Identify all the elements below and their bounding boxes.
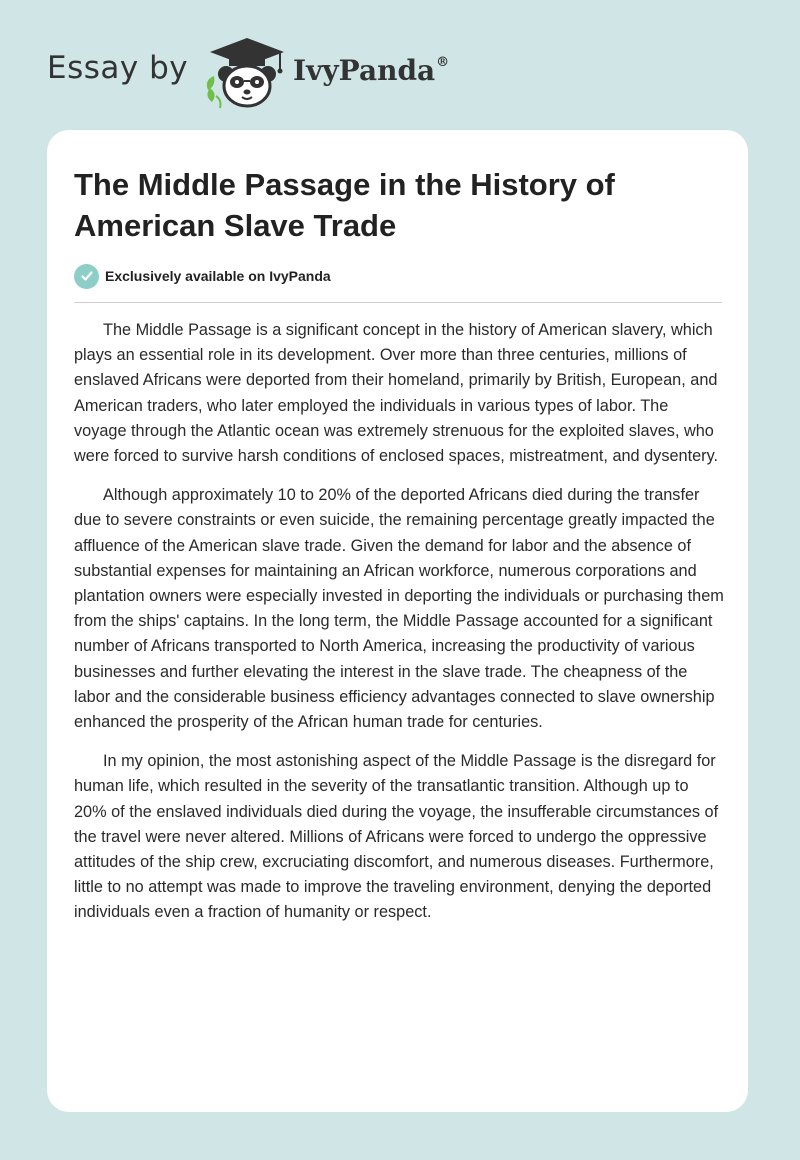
exclusive-badge-text: Exclusively available on IvyPanda xyxy=(105,268,331,284)
exclusive-badge xyxy=(74,263,331,289)
site-header xyxy=(47,30,547,110)
brand-label: IvyPanda xyxy=(293,54,436,87)
panda-graduate-icon xyxy=(202,36,292,110)
paragraph: Although approximately 10 to 20% of the deported Africans died during the transfer due to severe constraints or even suicide, the remaining percentage greatly impacted the affluence of the American slave trade. Given the demand for labor and the absence of substantial expenses for maintaining an African workforce, numerous corporations and plantation owners were especially invested in deporting the individuals or purchasing them from the ships' captains. In the long term, the Middle Passage accounted for a significant number of Africans transported to North America, increasing the productivity of various businesses and further elevating the interest in the slave trade. The cheapness of the labor and the considerable business efficiency advantages connected to slave ownership enhanced the prosperity of the African human trade for centuries. xyxy=(74,486,724,732)
title-divider xyxy=(74,302,722,303)
page-title: The Middle Passage in the History of American Slave Trade xyxy=(74,167,615,243)
brand-name xyxy=(293,54,449,87)
essay-card xyxy=(47,130,748,1112)
registered-mark: ® xyxy=(436,54,450,70)
paragraph: The Middle Passage is a significant concept in the history of American slavery, which plays an essential role in its development. Over more than three centuries, millions of enslaved Africans were deported from their homeland, primarily by British, European, and American traders, who later employed the individuals in various types of labor. The voyage through the Atlantic ocean was extremely strenuous for the exploited slaves, who were forced to survive harsh conditions of enclosed spaces, mistreatment, and dysentery. xyxy=(74,321,719,466)
essay-by-label: Essay by xyxy=(47,50,189,86)
essay-body xyxy=(74,318,724,940)
paragraph: In my opinion, the most astonishing aspect of the Middle Passage is the disregard for human life, which resulted in the severity of the transatlantic transition. Although up to 20% of the enslaved individuals died during the voyage, the insufferable circumstances of the travel were never altered. Millions of Africans were forced to undergo the oppressive attitudes of the ship crew, excruciating discomfort, and numerous diseases. Furthermore, little to no attempt was made to improve the traveling environment, denying the deported individuals even a fraction of humanity or respect. xyxy=(74,752,719,922)
check-circle-icon xyxy=(74,264,99,289)
